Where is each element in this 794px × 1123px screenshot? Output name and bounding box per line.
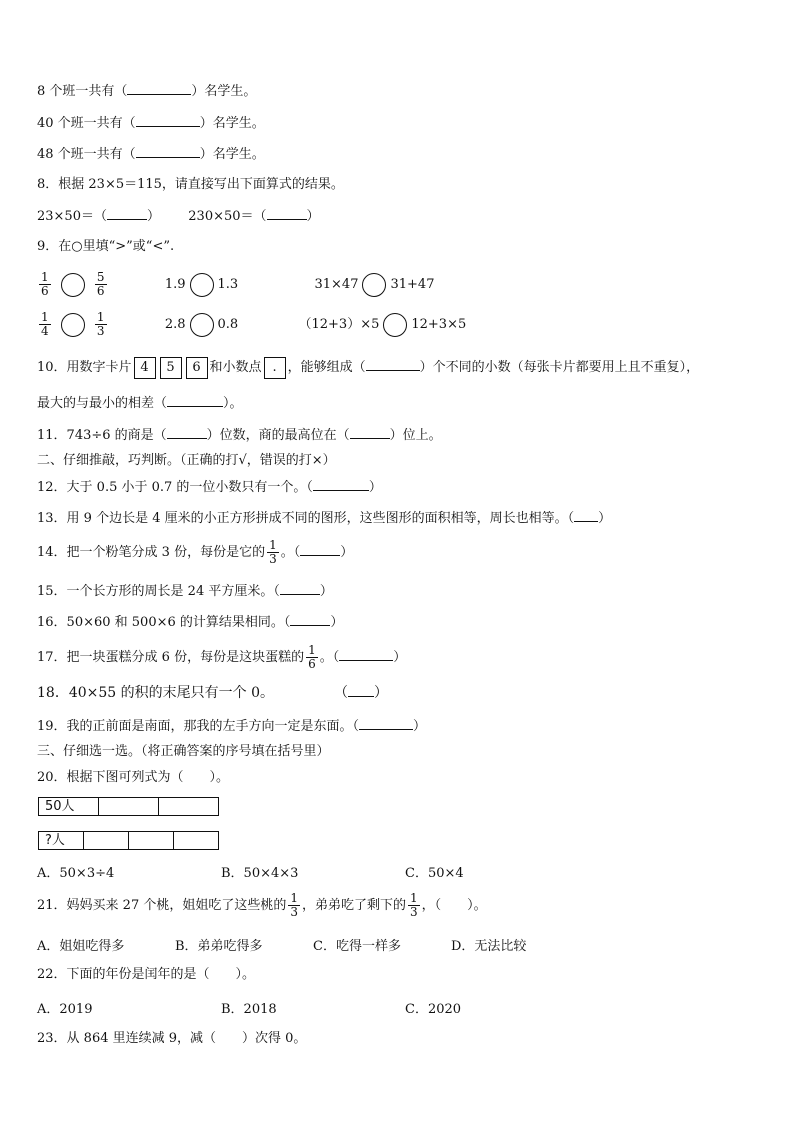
answer-blank[interactable] xyxy=(366,358,420,371)
answer-blank[interactable] xyxy=(359,717,413,730)
option-b[interactable]: B．弟弟吃得多 xyxy=(175,939,263,954)
q22-title: 22．下面的年份是闰年的是（ ）。 xyxy=(37,967,256,982)
section-3-heading: 三、仔细选一选。（将正确答案的序号填在括号里） xyxy=(37,744,330,759)
q9-title: 9．在○里填“>”或“<”. xyxy=(37,239,175,254)
bar-segment xyxy=(158,797,219,816)
answer-blank[interactable] xyxy=(167,426,207,439)
fraction: $\frac{1}{6}$ xyxy=(41,270,49,298)
q9-row-2: $\frac{1}{4}$ $\frac{1}{3}$ 2.8 0.8 （12+3）×5 12+3×5 xyxy=(41,310,467,338)
fraction: $\frac{1}{3}$ xyxy=(410,891,418,919)
answer-blank[interactable] xyxy=(127,82,191,95)
q21: 21．妈妈买来 27 个桃，姐姐吃了这些桃的 $\frac{1}{3}$ ，弟弟吃了剩下的 $\frac{1}{3}$ ，（ ）。 xyxy=(37,891,487,919)
option-c[interactable]: C．50×4 xyxy=(405,866,464,881)
answer-blank[interactable] xyxy=(313,478,369,491)
bar-segment xyxy=(98,797,159,816)
fraction: $\frac{1}{3}$ xyxy=(269,538,277,566)
answer-blank[interactable] xyxy=(290,613,330,626)
section-2-heading: 二、仔细推敲，巧判断。（正确的打√，错误的打×） xyxy=(37,453,336,468)
q7-line-3: 48 个班一共有（ ）名学生。 xyxy=(37,147,265,162)
compare-circle[interactable] xyxy=(61,313,85,337)
compare-circle[interactable] xyxy=(190,273,214,297)
compare-circle[interactable] xyxy=(362,273,386,297)
bar-segment xyxy=(83,831,129,850)
q22-options xyxy=(37,998,757,1016)
bar-segment xyxy=(173,831,219,850)
option-a[interactable]: A．50×3÷4 xyxy=(37,866,115,881)
q11: 11．743÷6 的商是（ ）位数，商的最高位在（ ）位上。 xyxy=(37,428,442,443)
q12: 12．大于 0.5 小于 0.7 的一位小数只有一个。（ ） xyxy=(37,480,382,495)
q14: 14．把一个粉笔分成 3 份，每份是它的 $\frac{1}{3}$ 。（ ） xyxy=(37,538,354,566)
bar-segment: ?人 xyxy=(38,831,84,850)
number-card: 4 xyxy=(134,357,156,379)
q20-title: 20．根据下图可列式为（ ）。 xyxy=(37,770,230,785)
fraction: $\frac{1}{4}$ xyxy=(41,310,49,338)
q21-options xyxy=(37,935,757,953)
answer-blank[interactable] xyxy=(167,394,223,407)
compare-circle[interactable] xyxy=(383,313,407,337)
fraction: $\frac{1}{6}$ xyxy=(308,643,316,671)
q23-title: 23．从 864 里连续减 9，减（ ）次得 0。 xyxy=(37,1031,307,1046)
option-c[interactable]: C．2020 xyxy=(405,1002,462,1017)
fraction: $\frac{1}{3}$ xyxy=(96,310,105,338)
decimal-point-card: . xyxy=(264,357,286,379)
q17: 17．把一块蛋糕分成 6 份，每份是这块蛋糕的 $\frac{1}{6}$ 。（ ） xyxy=(37,643,407,671)
q7-line-1: 8 个班一共有（ ）名学生。 xyxy=(37,84,257,99)
compare-circle[interactable] xyxy=(61,273,85,297)
answer-blank[interactable] xyxy=(267,207,307,220)
answer-blank[interactable] xyxy=(574,509,598,522)
option-b[interactable]: B．50×4×3 xyxy=(221,866,299,881)
compare-circle[interactable] xyxy=(190,313,214,337)
q15: 15．一个长方形的周长是 24 平方厘米。（ ） xyxy=(37,584,333,599)
q16: 16．50×60 和 500×6 的计算结果相同。（ ） xyxy=(37,615,344,630)
number-card: 5 xyxy=(160,357,182,379)
option-a[interactable]: A．2019 xyxy=(37,1002,93,1017)
q9-row-1: $\frac{1}{6}$ $\frac{5}{6}$ 1.9 1.3 31×47 31+47 xyxy=(41,270,435,298)
q13: 13．用 9 个边长是 4 厘米的小正方形拼成不同的图形，这些图形的面积相等，周长也相等。（ ） xyxy=(37,511,612,526)
answer-blank[interactable] xyxy=(136,114,200,127)
answer-blank[interactable] xyxy=(136,145,200,158)
q8-title: 8．根据 23×5＝115，请直接写出下面算式的结果。 xyxy=(37,177,344,192)
q10-line-2: 最大的与最小的相差（ ）。 xyxy=(37,396,243,411)
q18: 18．40×55 的积的末尾只有一个 0。 （ ） xyxy=(37,685,388,701)
q7-line-2: 40 个班一共有（ ）名学生。 xyxy=(37,116,265,131)
q8-expressions: 23×50＝（ ） 230×50＝（ ） xyxy=(37,209,320,224)
option-d[interactable]: D．无法比较 xyxy=(451,939,527,954)
q19: 19．我的正前面是南面，那我的左手方向一定是东面。（ ） xyxy=(37,719,427,734)
q20-options xyxy=(37,862,757,880)
fraction: $\frac{1}{3}$ xyxy=(290,891,298,919)
fraction: $\frac{5}{6}$ xyxy=(96,270,105,298)
bar-segment: 50人 xyxy=(38,797,99,816)
answer-blank[interactable] xyxy=(339,648,393,661)
number-card: 6 xyxy=(186,357,208,379)
bar-segment xyxy=(128,831,174,850)
answer-blank[interactable] xyxy=(280,582,320,595)
option-b[interactable]: B．2018 xyxy=(221,1002,277,1017)
option-c[interactable]: C．吃得一样多 xyxy=(313,939,401,954)
q10-line-1: 10．用数字卡片 4 5 6 和小数点 . ，能够组成（ ）个不同的小数（每张卡片都要用上且不重复）， xyxy=(37,356,699,380)
answer-blank[interactable] xyxy=(300,543,340,556)
answer-blank[interactable] xyxy=(350,426,390,439)
answer-blank[interactable] xyxy=(107,207,147,220)
answer-blank[interactable] xyxy=(348,684,374,697)
option-a[interactable]: A．姐姐吃得多 xyxy=(37,939,125,954)
